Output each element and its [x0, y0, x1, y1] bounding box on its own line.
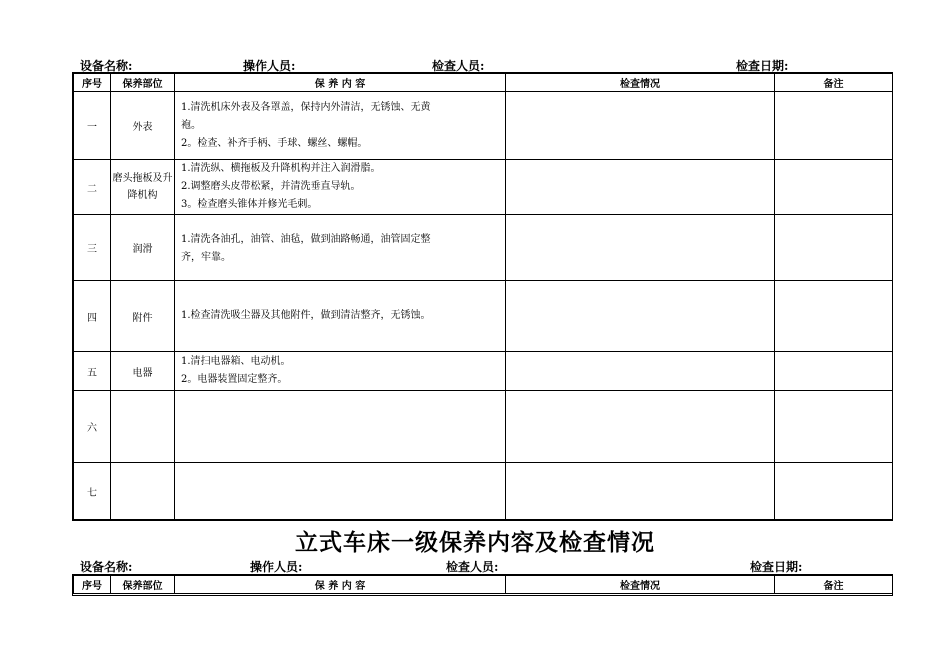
row-remark-cell[interactable] [775, 215, 893, 281]
table-row [74, 215, 893, 281]
row-number: 三 [74, 215, 111, 281]
content-line: 1.检查清洗吸尘器及其他附件，做到清洁整齐，无锈蚀。 [181, 310, 431, 321]
table-row [74, 463, 893, 520]
row-content[interactable] [175, 463, 506, 520]
table-row [74, 391, 893, 463]
row-remark-cell[interactable] [775, 281, 893, 352]
row-content [175, 281, 506, 352]
equipment-name-label-2: 设备名称: [80, 560, 133, 574]
content-line: 1.清扫电器箱、电动机。 [181, 356, 291, 367]
table-row [74, 92, 893, 160]
row-remark-cell[interactable] [775, 352, 893, 391]
row-content[interactable] [175, 391, 506, 463]
row-number: 五 [74, 352, 111, 391]
row-content [175, 92, 506, 160]
content-line: 齐，牢靠。 [181, 252, 231, 263]
row-number: 六 [74, 391, 111, 463]
row-number: 七 [74, 463, 111, 520]
table-row [74, 160, 893, 215]
row-part: 磨头拖板及升降机构 [111, 160, 175, 215]
row-remark-cell[interactable] [775, 463, 893, 520]
inspector-label: 检查人员: [432, 59, 485, 73]
content-line: 1.清洗各油孔，油管、油毡，做到油路畅通，油管固定整 [181, 234, 431, 245]
operator-label: 操作人员: [243, 59, 296, 73]
table-header-row [74, 576, 893, 594]
row-check-cell[interactable] [506, 215, 775, 281]
row-part: 电器 [111, 352, 175, 391]
row-check-cell[interactable] [506, 160, 775, 215]
column-header-check: 检查情况 [506, 74, 775, 92]
row-content [175, 352, 506, 391]
content-line: 2。检查、补齐手柄、手球、螺丝、螺帽。 [181, 137, 368, 149]
operator-label-2: 操作人员: [250, 560, 303, 574]
content-line: 1.清洗机床外表及各罩盖，保持内外清洁，无锈蚀、无黄 [181, 101, 431, 113]
column-header-part: 保养部位 [111, 74, 175, 92]
column-header-remark: 备注 [775, 576, 893, 594]
row-part: 附件 [111, 281, 175, 352]
content-line: 2。电器装置固定整齐。 [181, 374, 288, 385]
inspector-label-2: 检查人员: [446, 560, 499, 574]
table-row [74, 352, 893, 391]
row-part [111, 463, 175, 520]
row-part: 润滑 [111, 215, 175, 281]
row-part: 外表 [111, 92, 175, 160]
column-header-remark: 备注 [775, 74, 893, 92]
content-line: 1.清洗纵、横拖板及升降机构并注入润滑脂。 [181, 163, 381, 174]
row-check-cell[interactable] [506, 352, 775, 391]
row-remark-cell[interactable] [775, 391, 893, 463]
row-content [175, 215, 506, 281]
row-check-cell[interactable] [506, 92, 775, 160]
content-line: 袍。 [181, 119, 201, 131]
equipment-name-label: 设备名称: [80, 59, 133, 73]
row-part [111, 391, 175, 463]
table-header-row [74, 74, 893, 92]
row-content [175, 160, 506, 215]
column-header-part: 保养部位 [111, 576, 175, 594]
row-remark-cell[interactable] [775, 160, 893, 215]
row-check-cell[interactable] [506, 463, 775, 520]
row-number: 四 [74, 281, 111, 352]
inspection-date-label-2: 检查日期: [750, 560, 803, 574]
column-header-content: 保 养 内 容 [175, 74, 506, 92]
content-line: 2.调整磨头皮带松紧，并清洗垂直导轨。 [181, 181, 361, 192]
table-row [74, 281, 893, 352]
row-number: 一 [74, 92, 111, 160]
row-check-cell[interactable] [506, 391, 775, 463]
row-remark-cell[interactable] [775, 92, 893, 160]
column-header-content: 保 养 内 容 [175, 576, 506, 594]
maintenance-table [73, 73, 893, 520]
row-number: 二 [74, 160, 111, 215]
row-check-cell[interactable] [506, 281, 775, 352]
column-header-check: 检查情况 [506, 576, 775, 594]
content-line: 3。检查磨头锥体并修光毛刺。 [181, 199, 318, 210]
column-header-no: 序号 [74, 576, 111, 594]
column-header-no: 序号 [74, 74, 111, 92]
form-title: 立式车床一级保养内容及检查情况 [295, 529, 655, 556]
maintenance-table-2 [73, 575, 893, 594]
inspection-date-label: 检查日期: [736, 59, 789, 73]
